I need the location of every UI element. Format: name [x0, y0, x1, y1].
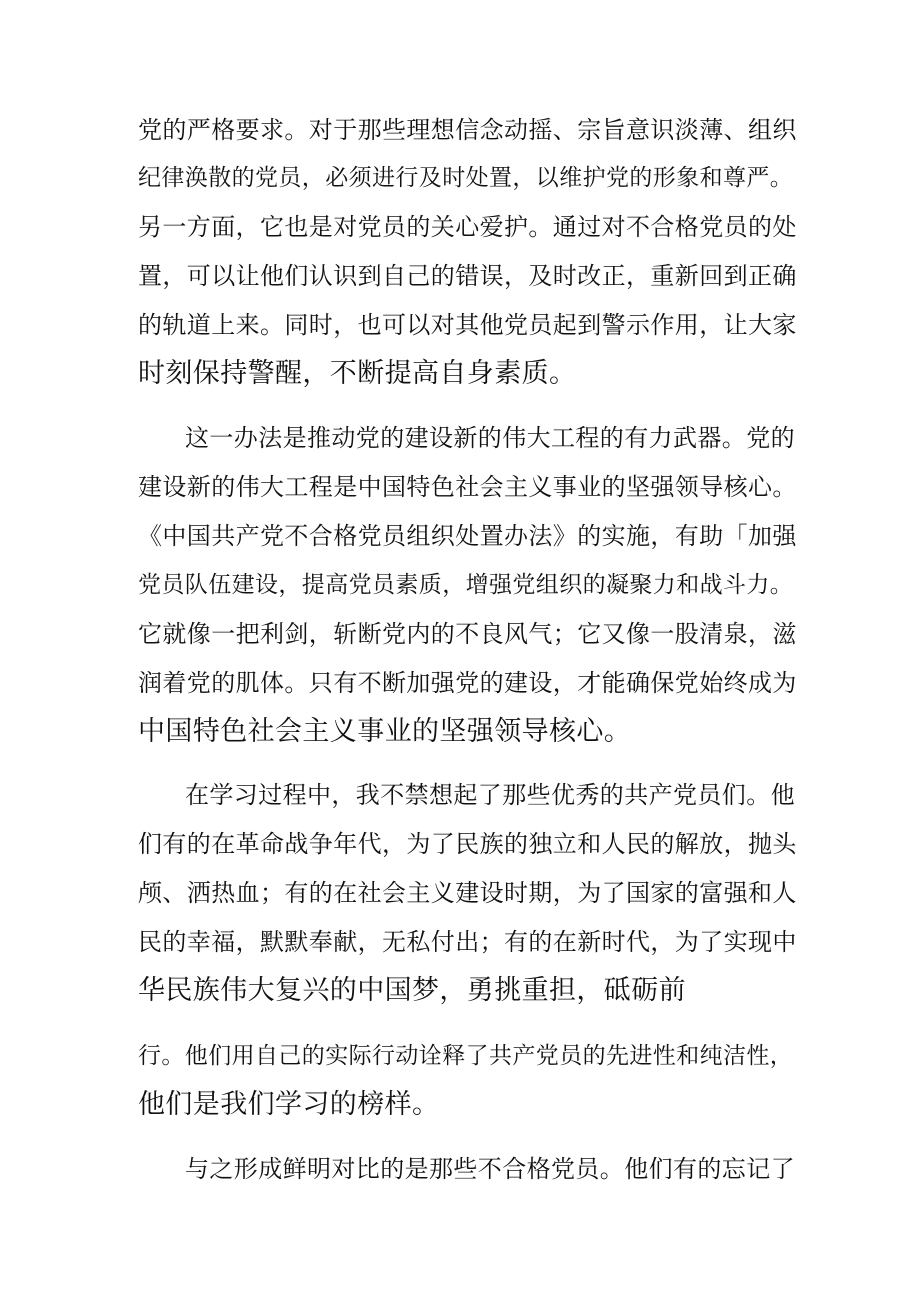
paragraph-1-line-6: 时刻保持警醒，不断提高自身素质。 — [138, 358, 577, 389]
paragraph-4-line-1: 行。他们用自己的实际行动诠释了共产党员的先进性和纯洁性， — [138, 1043, 794, 1069]
paragraph-1-line-5: 的轨道上来。同时，也可以对其他党员起到警示作用，让大家 — [138, 311, 797, 339]
paragraph-3-line-4: 民的幸福，默默奉献，无私付出；有的在新时代，为了实现中 — [138, 928, 797, 956]
paragraph-2-line-6: 润着党的肌体。只有不断加强党的建设，才能确保党始终成为 — [138, 669, 797, 697]
paragraph-5-line-1: 与之形成鲜明对比的是那些不合格党员。他们有的忘记了 — [185, 1155, 795, 1183]
paragraph-3-line-5: 华民族伟大复兴的中国梦，勇挑重担，砥砺前 — [138, 975, 686, 1006]
paragraph-3-line-3: 颅、洒热血；有的在社会主义建设时期，为了国家的富强和人 — [138, 879, 797, 907]
paragraph-2-line-7: 中国特色社会主义事业的坚强领导核心。 — [138, 716, 632, 747]
paragraph-1-line-4: 置，可以让他们认识到自己的错误，及时改正，重新回到正确 — [138, 262, 797, 290]
paragraph-1-line-1: 党的严格要求。对于那些理想信念动摇、宗旨意识淡薄、组织 — [138, 116, 797, 144]
paragraph-2-line-4: 党员队伍建设，提高党员素质，增强党组织的凝聚力和战斗力。 — [138, 572, 794, 598]
paragraph-3-line-2: 们有的在革命战争年代，为了民族的独立和人民的解放，抛头 — [138, 830, 797, 858]
paragraph-1-line-3: 另一方面，它也是对党员的关心爱护。通过对不合格党员的处 — [138, 213, 797, 241]
paragraph-2-line-1: 这一办法是推动党的建设新的伟大工程的有力武器。党的 — [185, 424, 795, 452]
paragraph-2-line-5: 它就像一把利剑，斩断党内的不良风气；它又像一股清泉，滋 — [138, 620, 797, 648]
paragraph-3-line-1: 在学习过程中，我不禁想起了那些优秀的共产党员们。他 — [185, 781, 795, 809]
paragraph-2-line-2: 建设新的伟大工程是中国特色社会主义事业的坚强领导核心。 — [138, 473, 797, 501]
paragraph-1-line-2: 纪律涣散的党员，必须进行及时处置，以维护党的形象和尊严。 — [138, 165, 794, 191]
paragraph-2-line-3: 《中国共产党不合格党员组织处置办法》的实施，有助「加强 — [138, 522, 797, 550]
paragraph-4-line-2: 他们是我们学习的榜样。 — [138, 1089, 440, 1120]
